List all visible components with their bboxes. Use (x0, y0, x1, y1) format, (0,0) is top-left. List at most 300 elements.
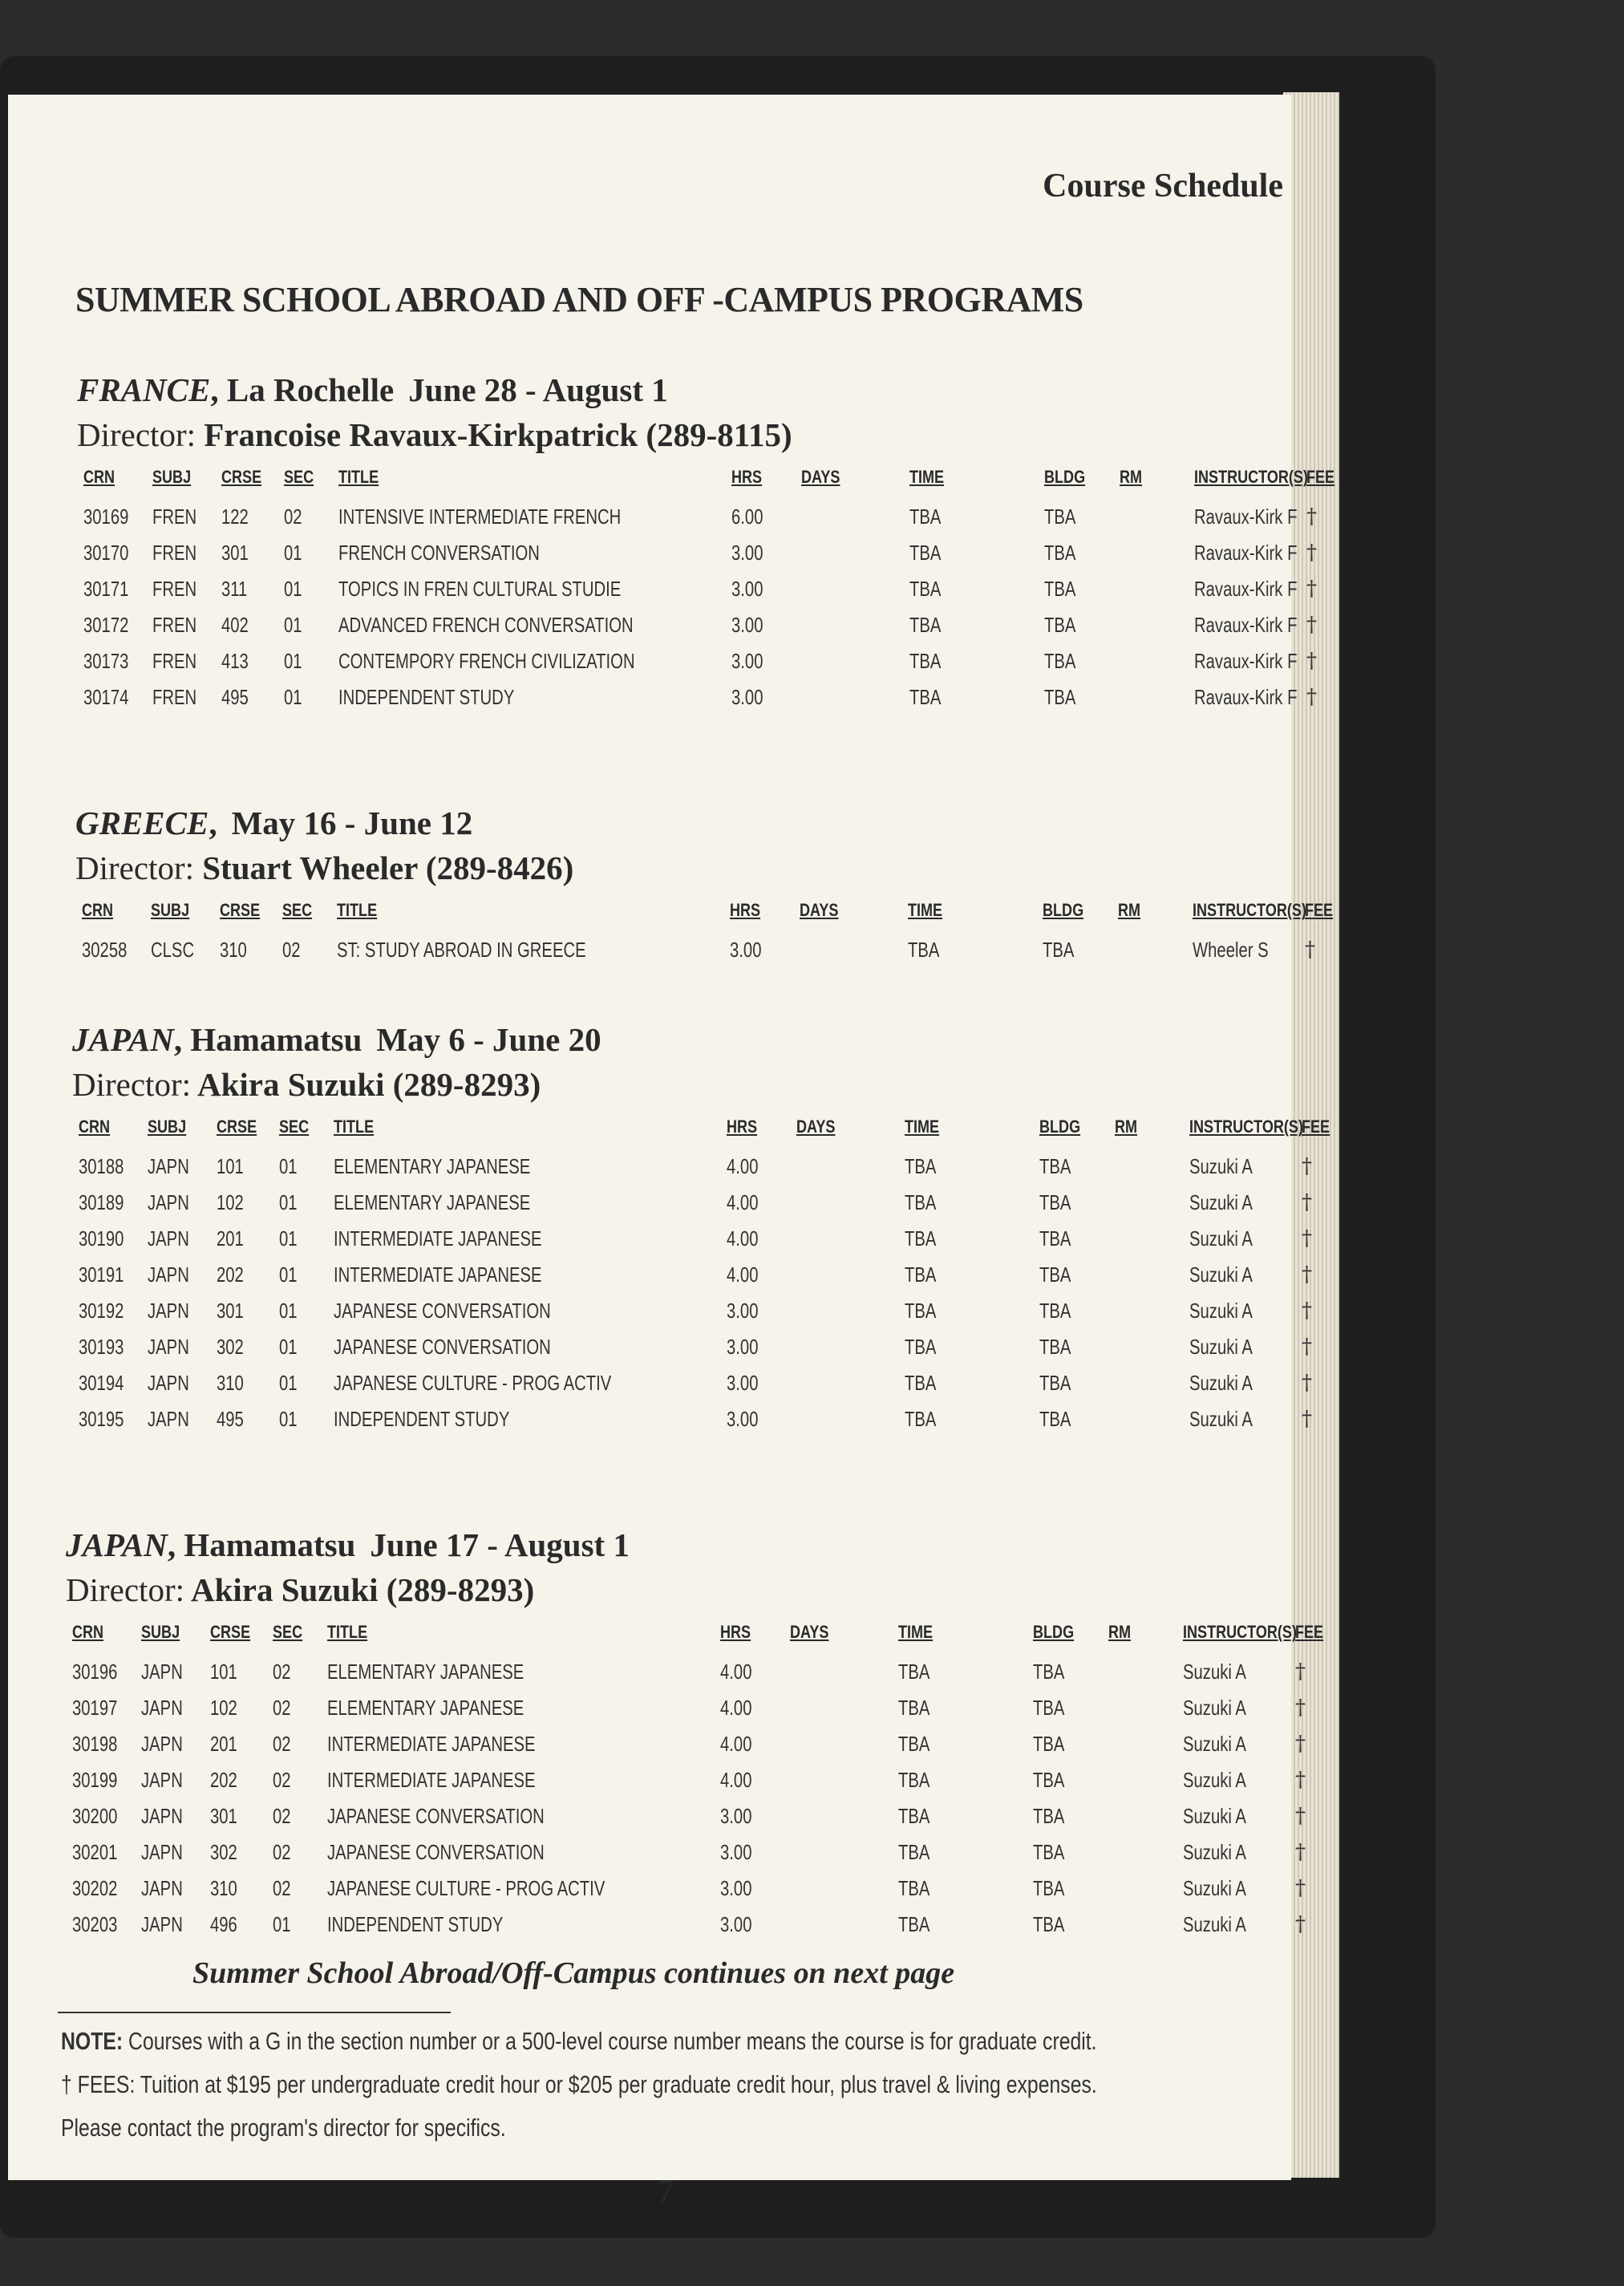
cell-fee: † (1306, 649, 1317, 673)
cell-time: TBA (909, 613, 942, 637)
cell-sec: 02 (273, 1840, 291, 1864)
column-header-crse: CRSE (210, 1622, 251, 1642)
cell-crse: 102 (217, 1190, 244, 1214)
cell-instr: Suzuki A (1183, 1696, 1246, 1720)
cell-bldg: TBA (1039, 1263, 1071, 1287)
table-row (79, 1256, 1312, 1292)
table-row (79, 1364, 1312, 1400)
table-row (83, 606, 1317, 642)
course-table (82, 895, 1334, 967)
director-label: Director: (77, 416, 196, 453)
table-header (79, 1112, 1330, 1148)
cell-instr: Suzuki A (1189, 1407, 1253, 1431)
cell-bldg: TBA (1039, 1371, 1071, 1395)
cell-fee: † (1302, 1335, 1312, 1359)
program-section (8, 1522, 1324, 1942)
cell-instr: Suzuki A (1189, 1299, 1253, 1323)
cell-crn: 30171 (83, 577, 129, 601)
program-country: JAPAN (72, 1021, 174, 1058)
cell-crn: 30192 (79, 1299, 124, 1323)
cell-crn: 30201 (72, 1840, 118, 1864)
cell-title: INDEPENDENT STUDY (334, 1407, 510, 1431)
cell-crse: 496 (210, 1912, 237, 1936)
cell-title: JAPANESE CULTURE - PROG ACTIV (334, 1371, 612, 1395)
cell-crn: 30198 (72, 1732, 118, 1756)
column-header-rm: RM (1108, 1622, 1132, 1642)
program-director-line (8, 845, 1291, 890)
cell-title: ST: STUDY ABROAD IN GREECE (337, 938, 586, 962)
director-name: Francoise Ravaux-Kirkpatrick (289-8115) (204, 416, 792, 453)
column-header-time: TIME (909, 467, 945, 487)
cell-subj: FREN (152, 541, 197, 565)
cell-hrs: 4.00 (720, 1732, 752, 1756)
cell-crn: 30190 (79, 1226, 124, 1250)
cell-crse: 101 (217, 1154, 244, 1178)
cell-title: INTERMEDIATE JAPANESE (327, 1768, 536, 1792)
cell-instr: Suzuki A (1189, 1154, 1253, 1178)
program-director-line (8, 412, 1291, 457)
cell-time: TBA (909, 577, 942, 601)
column-header-title: TITLE (327, 1622, 368, 1642)
cell-subj: CLSC (151, 938, 195, 962)
cell-sec: 01 (279, 1371, 298, 1395)
cell-bldg: TBA (1044, 649, 1076, 673)
program-location: , La Rochelle (210, 371, 395, 408)
cell-crse: 495 (221, 685, 249, 709)
cell-crn: 30188 (79, 1154, 124, 1178)
column-header-fee: FEE (1302, 1117, 1330, 1137)
cell-instr: Suzuki A (1183, 1804, 1246, 1828)
cell-bldg: TBA (1033, 1804, 1065, 1828)
cell-crn: 30203 (72, 1912, 118, 1936)
cell-instr: Suzuki A (1189, 1226, 1253, 1250)
cell-subj: JAPN (148, 1263, 189, 1287)
column-header-days: DAYS (800, 900, 839, 920)
table-row (72, 1870, 1306, 1906)
program-dates: June 28 - August 1 (408, 371, 668, 408)
cell-title: ELEMENTARY JAPANESE (334, 1190, 531, 1214)
column-header-fee: FEE (1295, 1622, 1324, 1642)
director-name: Akira Suzuki (289-8293) (196, 1066, 541, 1103)
cell-fee: † (1295, 1660, 1306, 1684)
cell-title: INTERMEDIATE JAPANESE (334, 1226, 542, 1250)
footnote-rule (58, 2012, 451, 2013)
cell-crse: 102 (210, 1696, 237, 1720)
cell-instr: Ravaux-Kirk F (1194, 577, 1298, 601)
program-heading (8, 801, 1291, 845)
table-row (72, 1834, 1306, 1870)
cell-crse: 301 (217, 1299, 244, 1323)
cell-bldg: TBA (1033, 1876, 1065, 1900)
table-header (83, 462, 1335, 498)
cell-title: ADVANCED FRENCH CONVERSATION (338, 613, 634, 637)
cell-subj: FREN (152, 685, 197, 709)
cell-title: TOPICS IN FREN CULTURAL STUDIE (338, 577, 622, 601)
cell-time: TBA (905, 1226, 937, 1250)
cell-sec: 02 (273, 1804, 291, 1828)
program-section (8, 1017, 1330, 1437)
cell-subj: JAPN (148, 1335, 189, 1359)
cell-instr: Suzuki A (1189, 1335, 1253, 1359)
director-name: Stuart Wheeler (289-8426) (202, 849, 574, 886)
cell-subj: FREN (152, 649, 197, 673)
cell-instr: Suzuki A (1183, 1732, 1246, 1756)
cell-time: TBA (909, 505, 942, 529)
continued-note: Summer School Abroad/Off-Campus continues on next page (192, 1956, 955, 1990)
column-header-hrs: HRS (730, 900, 761, 920)
cell-title: FRENCH CONVERSATION (338, 541, 540, 565)
cell-crse: 402 (221, 613, 249, 637)
table-row (79, 1328, 1312, 1364)
cell-subj: FREN (152, 577, 197, 601)
cell-hrs: 3.00 (720, 1876, 752, 1900)
cell-crn: 30200 (72, 1804, 118, 1828)
page-title: SUMMER SCHOOL ABROAD AND OFF -CAMPUS PROGRAMS (75, 280, 1083, 319)
cell-hrs: 3.00 (727, 1299, 759, 1323)
cell-sec: 01 (279, 1154, 298, 1178)
cell-sec: 01 (279, 1190, 298, 1214)
cell-crse: 101 (210, 1660, 237, 1684)
column-header-subj: SUBJ (141, 1622, 180, 1642)
table-row (79, 1292, 1312, 1328)
cell-crse: 311 (221, 577, 248, 601)
cell-bldg: TBA (1033, 1768, 1065, 1792)
program-heading (8, 367, 1291, 412)
cell-instr: Suzuki A (1183, 1660, 1246, 1684)
cell-title: ELEMENTARY JAPANESE (327, 1696, 524, 1720)
cell-subj: JAPN (141, 1804, 183, 1828)
table-row (79, 1400, 1312, 1437)
director-label: Director: (72, 1066, 191, 1103)
table-row (72, 1906, 1306, 1942)
table-row (72, 1761, 1306, 1798)
column-header-crse: CRSE (220, 900, 261, 920)
column-header-fee: FEE (1305, 900, 1334, 920)
cell-fee: † (1302, 1371, 1312, 1395)
cell-bldg: TBA (1044, 613, 1076, 637)
program-director-line (8, 1062, 1291, 1107)
column-header-hrs: HRS (731, 467, 763, 487)
table-row (82, 931, 1315, 967)
director-label: Director: (66, 1571, 184, 1608)
cell-bldg: TBA (1033, 1912, 1065, 1936)
program-director-line (8, 1567, 1291, 1612)
cell-hrs: 4.00 (720, 1696, 752, 1720)
cell-instr: Ravaux-Kirk F (1194, 505, 1298, 529)
column-header-instr: INSTRUCTOR(S) (1183, 1622, 1297, 1642)
course-table (72, 1617, 1324, 1942)
cell-crse: 413 (221, 649, 249, 673)
cell-time: TBA (898, 1840, 930, 1864)
cell-bldg: TBA (1044, 505, 1076, 529)
cell-instr: Suzuki A (1183, 1876, 1246, 1900)
cell-time: TBA (905, 1299, 937, 1323)
cell-bldg: TBA (1039, 1299, 1071, 1323)
program-heading (8, 1017, 1291, 1062)
column-header-sec: SEC (282, 900, 313, 920)
fees-label: † FEES: (61, 2070, 136, 2098)
column-header-subj: SUBJ (148, 1117, 187, 1137)
cell-instr: Suzuki A (1183, 1840, 1246, 1864)
column-header-sec: SEC (279, 1117, 310, 1137)
table-row (83, 498, 1317, 534)
cell-crn: 30196 (72, 1660, 118, 1684)
table-row (83, 570, 1317, 606)
director-label: Director: (75, 849, 194, 886)
cell-title: INTERMEDIATE JAPANESE (334, 1263, 542, 1287)
cell-title: INDEPENDENT STUDY (327, 1912, 504, 1936)
cell-hrs: 4.00 (727, 1263, 759, 1287)
column-header-time: TIME (905, 1117, 940, 1137)
cell-subj: JAPN (148, 1226, 189, 1250)
cell-crse: 310 (220, 938, 247, 962)
column-header-rm: RM (1115, 1117, 1138, 1137)
fees-text: Tuition at $195 per undergraduate credit hour or $205 per graduate credit hour, plus travel & living expenses. (135, 2070, 1097, 2098)
cell-sec: 01 (279, 1299, 298, 1323)
contact-line: Please contact the program's director for specifics. (61, 2114, 506, 2142)
cell-time: TBA (898, 1660, 930, 1684)
cell-fee: † (1302, 1226, 1312, 1250)
cell-crse: 122 (221, 505, 249, 529)
cell-title: ELEMENTARY JAPANESE (334, 1154, 531, 1178)
column-header-days: DAYS (801, 467, 840, 487)
cell-fee: † (1306, 577, 1317, 601)
cell-sec: 01 (279, 1335, 298, 1359)
cell-bldg: TBA (1033, 1732, 1065, 1756)
column-header-crse: CRSE (221, 467, 262, 487)
cell-sec: 01 (279, 1407, 298, 1431)
cell-subj: JAPN (141, 1840, 183, 1864)
cell-instr: Suzuki A (1183, 1912, 1246, 1936)
cell-time: TBA (909, 685, 942, 709)
column-header-crn: CRN (83, 467, 115, 487)
cell-title: JAPANESE CULTURE - PROG ACTIV (327, 1876, 605, 1900)
column-header-crn: CRN (72, 1622, 104, 1642)
cell-time: TBA (898, 1768, 930, 1792)
cell-sec: 01 (284, 541, 302, 565)
column-header-crn: CRN (82, 900, 114, 920)
program-dates: May 6 - June 20 (376, 1021, 601, 1058)
column-header-instr: INSTRUCTOR(S) (1189, 1117, 1303, 1137)
cell-hrs: 6.00 (731, 505, 763, 529)
cell-subj: JAPN (141, 1912, 183, 1936)
table-row (72, 1798, 1306, 1834)
program-dates: June 17 - August 1 (370, 1526, 630, 1563)
cell-title: INTERMEDIATE JAPANESE (327, 1732, 536, 1756)
cell-hrs: 3.00 (731, 577, 763, 601)
column-header-subj: SUBJ (152, 467, 192, 487)
cell-subj: JAPN (148, 1407, 189, 1431)
cell-fee: † (1295, 1912, 1306, 1936)
column-header-hrs: HRS (727, 1117, 758, 1137)
cell-crse: 301 (221, 541, 249, 565)
cell-bldg: TBA (1044, 577, 1076, 601)
column-header-crn: CRN (79, 1117, 111, 1137)
cell-sec: 01 (284, 685, 302, 709)
cell-hrs: 3.00 (720, 1912, 752, 1936)
program-location: , Hamamatsu (167, 1526, 356, 1563)
cell-bldg: TBA (1039, 1407, 1071, 1431)
cell-hrs: 3.00 (720, 1804, 752, 1828)
cell-subj: JAPN (141, 1696, 183, 1720)
cell-fee: † (1295, 1732, 1306, 1756)
cell-fee: † (1306, 505, 1317, 529)
column-header-sec: SEC (273, 1622, 303, 1642)
note-label: NOTE: (61, 2027, 124, 2055)
cell-crse: 302 (210, 1840, 237, 1864)
cell-hrs: 4.00 (727, 1190, 759, 1214)
cell-time: TBA (905, 1371, 937, 1395)
column-header-sec: SEC (284, 467, 314, 487)
cell-crse: 201 (217, 1226, 244, 1250)
cell-instr: Ravaux-Kirk F (1194, 613, 1298, 637)
cell-instr: Suzuki A (1189, 1190, 1253, 1214)
cell-bldg: TBA (1043, 938, 1075, 962)
cell-subj: JAPN (148, 1371, 189, 1395)
cell-sec: 02 (273, 1876, 291, 1900)
cell-sec: 02 (273, 1696, 291, 1720)
cell-sec: 01 (279, 1226, 298, 1250)
cell-sec: 01 (284, 649, 302, 673)
column-header-subj: SUBJ (151, 900, 190, 920)
cell-time: TBA (898, 1696, 930, 1720)
cell-instr: Ravaux-Kirk F (1194, 685, 1298, 709)
cell-crn: 30191 (79, 1263, 124, 1287)
cell-crn: 30197 (72, 1696, 118, 1720)
cell-instr: Ravaux-Kirk F (1194, 541, 1298, 565)
column-header-bldg: BLDG (1033, 1622, 1075, 1642)
cell-time: TBA (905, 1335, 937, 1359)
cell-subj: JAPN (148, 1190, 189, 1214)
program-dates: May 16 - June 12 (231, 805, 473, 841)
cell-fee: † (1302, 1263, 1312, 1287)
cell-crse: 495 (217, 1407, 244, 1431)
cell-title: JAPANESE CONVERSATION (327, 1804, 545, 1828)
cell-crn: 30199 (72, 1768, 118, 1792)
column-header-hrs: HRS (720, 1622, 751, 1642)
cell-instr: Suzuki A (1189, 1371, 1253, 1395)
cell-hrs: 3.00 (731, 649, 763, 673)
cell-fee: † (1306, 613, 1317, 637)
cell-instr: Suzuki A (1183, 1768, 1246, 1792)
cell-crn: 30193 (79, 1335, 124, 1359)
cell-time: TBA (909, 649, 942, 673)
table-row (72, 1689, 1306, 1725)
cell-subj: JAPN (141, 1660, 183, 1684)
cell-hrs: 3.00 (727, 1335, 759, 1359)
cell-subj: JAPN (148, 1299, 189, 1323)
page-number: 7 (658, 2173, 674, 2209)
cell-crn: 30258 (82, 938, 128, 962)
cell-fee: † (1302, 1190, 1312, 1214)
cell-crse: 202 (217, 1263, 244, 1287)
cell-sec: 01 (279, 1263, 298, 1287)
cell-time: TBA (909, 541, 942, 565)
cell-instr: Wheeler S (1193, 938, 1269, 962)
cell-fee: † (1305, 938, 1315, 962)
cell-subj: JAPN (141, 1732, 183, 1756)
cell-fee: † (1306, 541, 1317, 565)
column-header-title: TITLE (337, 900, 378, 920)
table-row (79, 1148, 1312, 1184)
table-row (83, 679, 1317, 715)
program-country: GREECE (75, 805, 209, 841)
cell-crse: 201 (210, 1732, 237, 1756)
cell-hrs: 4.00 (720, 1660, 752, 1684)
cell-bldg: TBA (1044, 685, 1076, 709)
cell-crn: 30173 (83, 649, 129, 673)
cell-bldg: TBA (1039, 1335, 1071, 1359)
cell-hrs: 4.00 (727, 1154, 759, 1178)
cell-crn: 30202 (72, 1876, 118, 1900)
column-header-fee: FEE (1306, 467, 1335, 487)
cell-title: JAPANESE CONVERSATION (334, 1299, 551, 1323)
cell-crn: 30189 (79, 1190, 124, 1214)
table-row (83, 642, 1317, 679)
cell-hrs: 3.00 (727, 1407, 759, 1431)
cell-hrs: 3.00 (731, 613, 763, 637)
cell-bldg: TBA (1033, 1660, 1065, 1684)
director-name: Akira Suzuki (289-8293) (190, 1571, 535, 1608)
cell-bldg: TBA (1039, 1226, 1071, 1250)
cell-crse: 301 (210, 1804, 237, 1828)
program-section (8, 367, 1335, 715)
column-header-instr: INSTRUCTOR(S) (1194, 467, 1308, 487)
course-table (83, 462, 1335, 715)
cell-crn: 30195 (79, 1407, 124, 1431)
cell-sec: 02 (282, 938, 301, 962)
cell-time: TBA (905, 1407, 937, 1431)
column-header-bldg: BLDG (1039, 1117, 1081, 1137)
column-header-title: TITLE (338, 467, 379, 487)
cell-crn: 30194 (79, 1371, 124, 1395)
cell-sec: 01 (284, 613, 302, 637)
column-header-title: TITLE (334, 1117, 375, 1137)
column-header-bldg: BLDG (1044, 467, 1086, 487)
running-head: Course Schedule (1043, 168, 1283, 205)
column-header-days: DAYS (796, 1117, 836, 1137)
cell-hrs: 3.00 (731, 541, 763, 565)
cell-hrs: 4.00 (720, 1768, 752, 1792)
column-header-rm: RM (1120, 467, 1143, 487)
cell-bldg: TBA (1039, 1190, 1071, 1214)
cell-subj: FREN (152, 505, 197, 529)
program-location: , (209, 805, 217, 841)
cell-time: TBA (898, 1804, 930, 1828)
cell-fee: † (1295, 1804, 1306, 1828)
cell-crse: 202 (210, 1768, 237, 1792)
program-heading (8, 1522, 1291, 1567)
cell-hrs: 3.00 (731, 685, 763, 709)
program-location: , Hamamatsu (173, 1021, 362, 1058)
cell-time: TBA (905, 1190, 937, 1214)
cell-instr: Suzuki A (1189, 1263, 1253, 1287)
column-header-days: DAYS (790, 1622, 829, 1642)
cell-bldg: TBA (1039, 1154, 1071, 1178)
table-header (72, 1617, 1324, 1653)
table-header (82, 895, 1334, 931)
cell-fee: † (1295, 1768, 1306, 1792)
table-row (79, 1220, 1312, 1256)
cell-crn: 30169 (83, 505, 129, 529)
table-row (83, 534, 1317, 570)
cell-fee: † (1302, 1299, 1312, 1323)
cell-title: JAPANESE CONVERSATION (327, 1840, 545, 1864)
program-country: FRANCE (77, 371, 211, 408)
column-header-bldg: BLDG (1043, 900, 1084, 920)
note-line (61, 2024, 1097, 2059)
cell-hrs: 3.00 (720, 1840, 752, 1864)
